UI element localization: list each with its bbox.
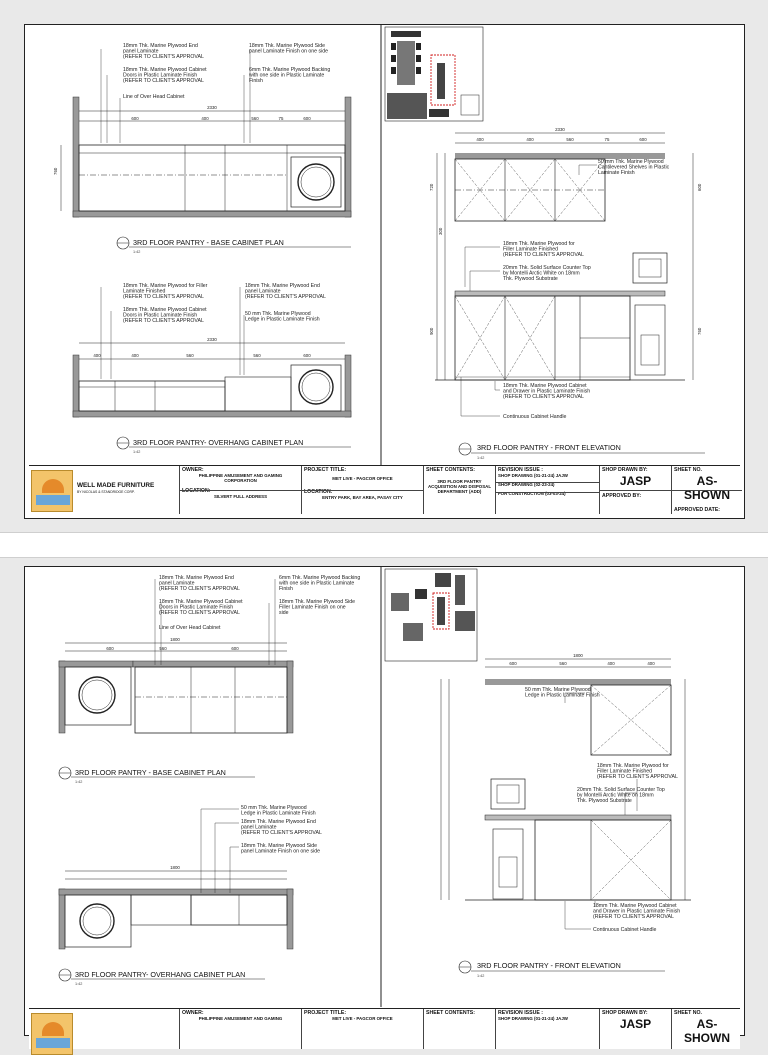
sheet-1-drawing — [25, 25, 746, 465]
overhang-plan-scale: 1:42 — [133, 450, 141, 454]
base-plan-notes — [159, 575, 360, 631]
dim-seg: 400 — [131, 353, 139, 358]
dim-seg: 75 — [278, 116, 284, 121]
project-location: ENTRY PARK, BAY AREA, PASAY CITY — [322, 495, 403, 500]
front-elevation-scale: 1:42 — [477, 974, 485, 978]
note-ledge: 50 mm Thk. Marine Plywood Ledge in Plastic Laminate Finish — [525, 687, 600, 699]
sheet-2-drawing — [25, 567, 746, 1007]
sheet-no-cell: SHEET NO. AS-SHOWN APPROVED DATE: — [671, 466, 742, 514]
revision-1: SHOP DRAWING (01-21-24) JAJW — [498, 1016, 568, 1021]
project-value: MET LIVE - PAGCOR OFFICE — [332, 476, 393, 481]
dim-overall: 1800 — [170, 637, 180, 642]
shop-drawn-cell: SHOP DRAWN BY: JASP APPROVED BY: — [599, 466, 671, 514]
note-countertop: 20mm Thk. Solid Surface Counter Top by Montelli Arctic White on 18mm Thk. Plywood Substrate — [577, 787, 665, 804]
project-cell: PROJECT TITLE: MET LIVE - PAGCOR OFFICE — [301, 1009, 423, 1049]
dim-overall: 1800 — [170, 865, 180, 870]
key-plan — [385, 27, 483, 121]
revision-1: SHOP DRAWING (01-21-24) JAJW — [498, 473, 568, 478]
sheet-no-value: AS-SHOWN — [684, 1017, 730, 1045]
note-filler: 18mm Thk. Marine Plywood for Filler Laminate Finished (REFER TO CLIENT'S APPROVAL — [503, 241, 584, 258]
front-elevation-scale: 1:42 — [477, 456, 485, 460]
company-subtitle: BY NICOLAS & STANDRIDGE CORP. — [77, 490, 135, 494]
note-backing: 6mm Thk. Marine Plywood Backing with one side in Plastic Laminate Finish — [279, 575, 361, 592]
dim-seg: 400 — [93, 353, 101, 358]
note-cabinet-doors: 18mm Thk. Marine Plywood Cabinet Doors in Plastic Laminate Finish (REFER TO CLIENT'S APPROVAL — [123, 67, 207, 84]
dim-elev-total: 2330 — [555, 127, 565, 132]
overhang-cabinet-plan — [73, 287, 351, 417]
company-name: WELL MADE FURNITURE BY NICOLAS & STANDRIDGE CORP. — [77, 482, 177, 494]
note-end-panel: 18mm Thk. Marine Plywood End panel Laminate (REFER TO CLIENT'S APPROVAL — [159, 575, 240, 592]
sheet-contents-cell: SHEET CONTENTS: 3RD FLOOR PANTRY ACQUISITION AND DISPOSAL DEPARTMENT (ADD) — [423, 466, 495, 514]
note-cabinet-doors: 18mm Thk. Marine Plywood Cabinet Doors in Plastic Laminate Finish (REFER TO CLIENT'S APPROVAL — [159, 599, 243, 616]
dim-elev-seg: 400 — [607, 661, 615, 666]
elevation-title-group — [459, 443, 705, 460]
revision-cell: REVISION ISSUE : SHOP DRAWING (01-21-24) JAJW — [495, 1009, 599, 1049]
dim-seg: 600 — [106, 646, 114, 651]
dim-seg: 600 — [303, 116, 311, 121]
shop-drawn-value: JASP — [619, 474, 652, 488]
project-cell: PROJECT TITLE: MET LIVE - PAGCOR OFFICE LOCATION: ENTRY PARK, BAY AREA, PASAY CITY — [301, 466, 423, 514]
note-end-panel: 18mm Thk. Marine Plywood End panel Laminate (REFER TO CLIENT'S APPROVAL — [245, 283, 326, 300]
company-logo — [31, 1013, 73, 1055]
note-ledge: 50 mm Thk. Marine Plywood Ledge in Plastic Laminate Finish — [245, 311, 320, 323]
dim-elev-seg: 600 — [639, 137, 647, 142]
dim-elev-seg: 400 — [476, 137, 484, 142]
note-filler: 18mm Thk. Marine Plywood for Filler Laminate Finished (REFER TO CLIENT'S APPROVAL — [123, 283, 208, 300]
overhang-plan-title-group — [117, 437, 351, 454]
note-cabinet-doors: 18mm Thk. Marine Plywood Cabinet Doors in Plastic Laminate Finish (REFER TO CLIENT'S APPROVAL — [123, 307, 207, 324]
sheet-no-value: AS-SHOWN — [684, 474, 730, 502]
dim-elev-seg: 560 — [566, 137, 574, 142]
overhang-plan-notes — [123, 283, 326, 324]
dim-overall: 2330 — [207, 337, 217, 342]
note-overhead-line: Line of Over Head Cabinet — [159, 625, 221, 631]
base-plan-notes — [123, 43, 330, 100]
title-block — [29, 465, 740, 514]
revision-2: SHOP DRAWING (02-23-24) — [498, 482, 555, 487]
note-side-panel: 18mm Thk. Marine Plywood Side panel Laminate Finish on one side — [249, 43, 329, 55]
note-overhead-line: Line of Over Head Cabinet — [123, 94, 185, 100]
dim-elev-height: 760 — [697, 327, 702, 335]
overhang-plan-title: 3RD FLOOR PANTRY- OVERHANG CABINET PLAN — [75, 970, 246, 979]
dim-height: 760 — [53, 167, 58, 175]
dim-seg: 560 — [251, 116, 259, 121]
key-plan — [385, 569, 477, 661]
dim-elev-height: 720 — [429, 183, 434, 191]
shop-drawn-value: JASP — [619, 1017, 652, 1031]
dim-seg: 400 — [201, 116, 209, 121]
dim-elev-height: 300 — [438, 227, 443, 235]
dim-elev-seg: 400 — [647, 661, 655, 666]
dim-seg: 600 — [303, 353, 311, 358]
drawing-sheet-1 — [24, 24, 745, 519]
note-end-panel: 18mm Thk. Marine Plywood End panel Laminate (REFER TO CLIENT'S APPROVAL — [241, 819, 322, 836]
elevation-title-group — [459, 961, 665, 978]
project-value: MET LIVE - PAGCOR OFFICE — [332, 1016, 393, 1021]
note-handle: Continuous Cabinet Handle — [593, 927, 657, 933]
overhang-plan-scale: 1:42 — [75, 982, 83, 986]
dim-seg: 600 — [131, 116, 139, 121]
drawing-sheet-2 — [24, 566, 745, 1045]
note-ledge: 50 mm Thk. Marine Plywood Ledge in Plastic Laminate Finish — [241, 805, 316, 817]
front-elevation-title: 3RD FLOOR PANTRY - FRONT ELEVATION — [477, 443, 621, 452]
base-plan-scale: 1:42 — [75, 780, 83, 784]
company-logo — [31, 470, 73, 512]
front-elevation-title: 3RD FLOOR PANTRY - FRONT ELEVATION — [477, 961, 621, 970]
overhang-plan-title: 3RD FLOOR PANTRY- OVERHANG CABINET PLAN — [133, 438, 304, 447]
dim-elev-height: 600 — [697, 183, 702, 191]
sheet-no-cell: SHEET NO. AS-SHOWN — [671, 1009, 742, 1049]
sheet-contents-value: 3RD FLOOR PANTRY ACQUISITION AND DISPOSAL DEPARTMENT (ADD) — [427, 479, 492, 494]
owner-cell: OWNER: PHILIPPINE AMUSEMENT AND GAMING CORPORATION LOCATION: SILVERT FULL ADDRESS — [179, 466, 301, 514]
elevation-notes — [525, 687, 680, 933]
dim-seg: 560 — [253, 353, 261, 358]
note-filler: 18mm Thk. Marine Plywood for Filler Laminate Finished (REFER TO CLIENT'S APPROVAL — [597, 763, 678, 780]
note-end-panel: 18mm Thk. Marine Plywood End panel Laminate (REFER TO CLIENT'S APPROVAL — [123, 43, 204, 60]
note-cabinet-drawer: 18mm Thk. Marine Plywood Cabinet and Drawer in Plastic Laminate Finish (REFER TO CLIENT'S APPROVAL — [593, 903, 681, 920]
base-plan-title: 3RD FLOOR PANTRY - BASE CABINET PLAN — [75, 768, 226, 777]
base-plan-title-group — [59, 767, 255, 784]
base-plan-title: 3RD FLOOR PANTRY - BASE CABINET PLAN — [133, 238, 284, 247]
revision-3: FOR CONSTRUCTION (03-03-24) — [498, 491, 566, 496]
note-handle: Continuous Cabinet Handle — [503, 414, 567, 420]
base-plan-title-group — [117, 237, 351, 254]
revision-cell: REVISION ISSUE : SHOP DRAWING (01-21-24) JAJW SHOP DRAWING (02-23-24) FOR CONSTRUCTION (03-03-24) — [495, 466, 599, 514]
note-backing: 6mm Thk. Marine Plywood Backing with one side in Plastic Laminate Finish — [249, 67, 331, 84]
owner-value: PHILIPPINE AMUSEMENT AND GAMING CORPORATION — [198, 473, 283, 483]
note-cabinet-drawer: 18mm Thk. Marine Plywood Cabinet and Drawer in Plastic Laminate Finish (REFER TO CLIENT'S APPROVAL — [503, 383, 591, 400]
dim-seg: 560 — [186, 353, 194, 358]
dim-elev-seg: 400 — [526, 137, 534, 142]
dim-elev-total: 1800 — [573, 653, 583, 658]
dim-elev-seg: 600 — [509, 661, 517, 666]
page-separator — [0, 532, 768, 558]
owner-location: SILVERT FULL ADDRESS — [213, 494, 268, 499]
shop-drawn-cell: SHOP DRAWN BY: JASP — [599, 1009, 671, 1049]
dim-seg: 560 — [159, 646, 167, 651]
dim-elev-seg: 560 — [559, 661, 567, 666]
owner-value: PHILIPPINE AMUSEMENT AND GAMING — [198, 1016, 283, 1021]
elevation-notes — [503, 159, 670, 420]
note-side-filler: 18mm Thk. Marine Plywood Side Filler Laminate Finish on one side — [279, 599, 356, 616]
dim-elev-seg: 75 — [604, 137, 610, 142]
sheet-contents-cell: SHEET CONTENTS: — [423, 1009, 495, 1049]
note-side-panel: 18mm Thk. Marine Plywood Side panel Laminate Finish on one side — [241, 843, 321, 855]
overhang-plan-title-group — [59, 969, 265, 986]
dim-overall: 2330 — [207, 105, 217, 110]
note-countertop: 20mm Thk. Solid Surface Counter Top by Montelli Arctic White on 18mm Thk. Plywood Substrate — [503, 265, 591, 282]
overhang-plan-notes — [241, 805, 322, 855]
dim-elev-height: 900 — [429, 327, 434, 335]
title-block — [29, 1008, 740, 1049]
owner-cell: OWNER: PHILIPPINE AMUSEMENT AND GAMING — [179, 1009, 301, 1049]
base-plan-scale: 1:42 — [133, 250, 141, 254]
note-shelves: 50 mm Thk. Marine Plywood Cantilevered Shelves in Plastic Laminate Finish — [598, 159, 670, 176]
dim-seg: 600 — [231, 646, 239, 651]
